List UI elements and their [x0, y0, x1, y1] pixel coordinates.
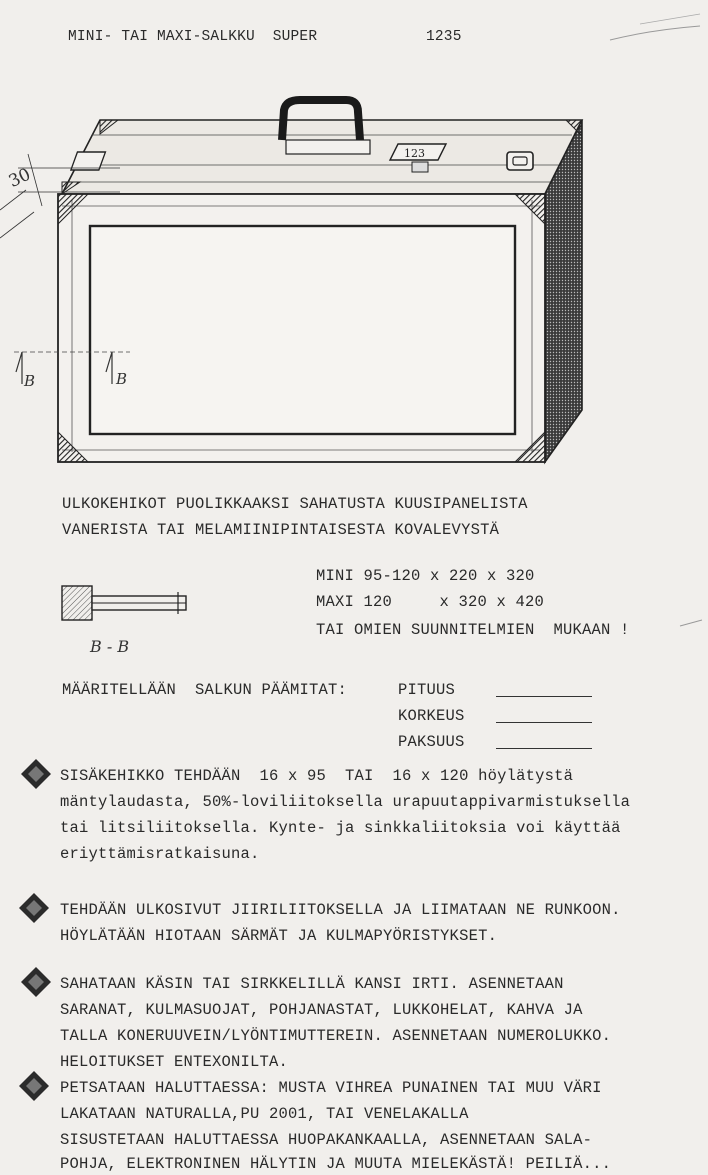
document-title: MINI- TAI MAXI-SALKKU SUPER: [68, 29, 318, 45]
pencil-mark: [600, 10, 708, 50]
lock-plate-number: 123: [404, 147, 425, 160]
section-mark-right: B: [116, 370, 128, 388]
dimension-field-thickness: PAKSUUS: [398, 733, 465, 751]
pencil-mark: [678, 616, 706, 630]
document-number: 1235: [426, 29, 462, 45]
dimension-field-height: KORKEUS: [398, 707, 465, 725]
height-blank-line: [496, 722, 592, 723]
step-1-line-1: SISÄKEHIKKO TEHDÄÄN 16 x 95 TAI 16 x 120 höylätystä: [60, 767, 574, 785]
dimension-30: 30: [5, 164, 34, 192]
step-4-line-2: LAKATAAN NATURALLA,PU 2001, TAI VENELAKALLA: [60, 1105, 469, 1123]
step-4-line-4: POHJA, ELEKTRONINEN HÄLYTIN JA MUUTA MIELEKÄSTÄ! PEILIÄ...: [60, 1155, 612, 1173]
section-mark-left: B: [24, 372, 36, 390]
step-3-diamond-icon: [20, 966, 52, 998]
size-maxi: MAXI 120 x 320 x 420: [316, 593, 545, 611]
intro-line-2: VANERISTA TAI MELAMIINIPINTAISESTA KOVALEVYSTÄ: [62, 521, 500, 539]
step-2-line-1: TEHDÄÄN ULKOSIVUT JIIRILIITOKSELLA JA LIIMATAAN NE RUNKOON.: [60, 901, 621, 919]
step-3-line-4: HELOITUKSET ENTEXONILTA.: [60, 1053, 289, 1071]
dimension-field-length: PITUUS: [398, 681, 456, 699]
section-label: B - B: [90, 637, 130, 656]
section-drawing: [56, 580, 196, 660]
briefcase-drawing: [0, 90, 708, 480]
step-1-line-4: eriyttämisratkaisuna.: [60, 845, 260, 863]
step-1-line-3: tai litsiliitoksella. Kynte- ja sinkkaliitoksia voi käyttää: [60, 819, 621, 837]
step-3-line-1: SAHATAAN KÄSIN TAI SIRKKELILLÄ KANSI IRTI. ASENNETAAN: [60, 975, 564, 993]
size-mini: MINI 95-120 x 220 x 320: [316, 567, 535, 585]
step-4-line-1: PETSATAAN HALUTTAESSA: MUSTA VIHREA PUNAINEN TAI MUU VÄRI: [60, 1079, 602, 1097]
step-2-line-2: HÖYLÄTÄÄN HIOTAAN SÄRMÄT JA KULMAPYÖRISTYKSET.: [60, 927, 498, 945]
step-3-line-2: SARANAT, KULMASUOJAT, POHJANASTAT, LUKKOHELAT, KAHVA JA: [60, 1001, 583, 1019]
length-blank-line: [496, 696, 592, 697]
step-2-diamond-icon: [18, 892, 50, 924]
dimensions-label: MÄÄRITELLÄÄN SALKUN PÄÄMITAT:: [62, 681, 348, 699]
thickness-blank-line: [496, 748, 592, 749]
step-1-diamond-icon: [20, 758, 52, 790]
step-4-line-3: SISUSTETAAN HALUTTAESSA HUOPAKANKAALLA, ASENNETAAN SALA-: [60, 1131, 593, 1149]
size-own-design: TAI OMIEN SUUNNITELMIEN MUKAAN !: [316, 621, 630, 639]
step-3-line-3: TALLA KONERUUVEIN/LYÖNTIMUTTEREIN. ASENNETAAN NUMEROLUKKO.: [60, 1027, 612, 1045]
step-1-line-2: mäntylaudasta, 50%-loviliitoksella urapuutappivarmistuksella: [60, 793, 631, 811]
intro-line-1: ULKOKEHIKOT PUOLIKKAAKSI SAHATUSTA KUUSIPANELISTA: [62, 495, 528, 513]
step-4-diamond-icon: [18, 1070, 50, 1102]
